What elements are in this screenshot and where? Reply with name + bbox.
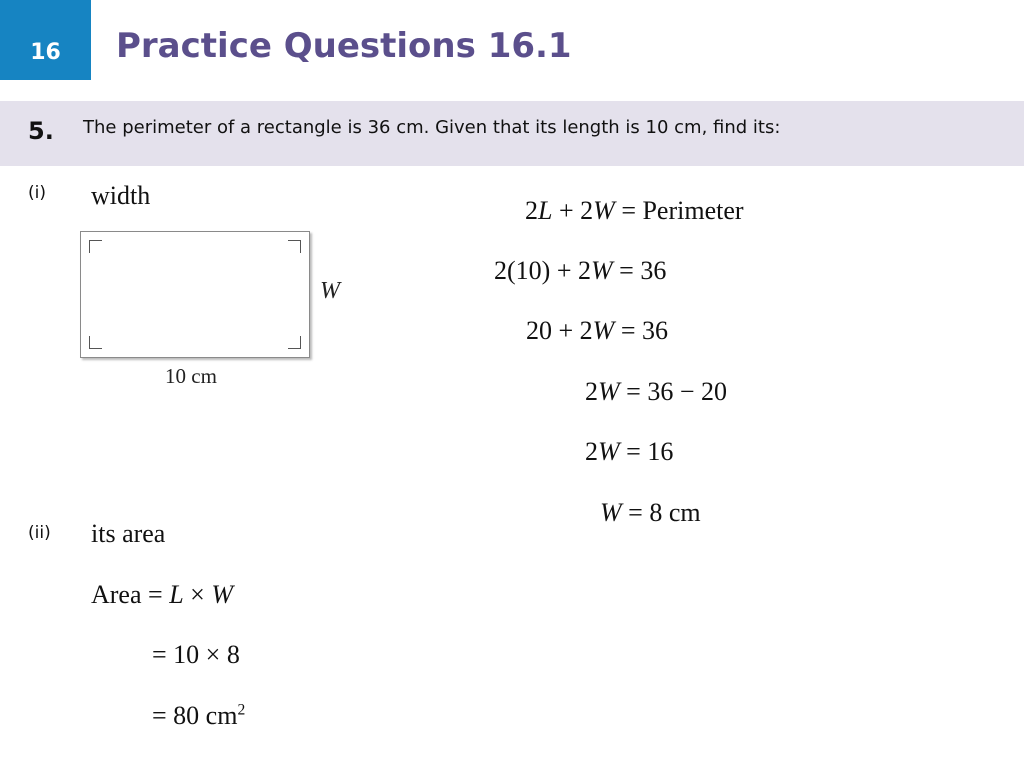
working-step-6: W = 8 cm [600, 498, 701, 527]
corner-mark [89, 336, 102, 349]
figure-width-label: W [320, 278, 340, 304]
area-step-1: Area = L × W [91, 580, 233, 609]
area-step-3: = 80 $cm^2$ [152, 701, 246, 730]
working-step-2: 2(10) + 2W = 36 [494, 256, 667, 285]
corner-mark [288, 336, 301, 349]
question-text: The perimeter of a rectangle is 36 cm. Given that its length is 10 cm, find its: [83, 117, 781, 138]
part-i-label: (i) [28, 183, 46, 203]
chapter-badge [0, 0, 91, 80]
figure-length-label: 10 cm [165, 364, 217, 388]
area-step-2: = 10 × 8 [152, 640, 240, 669]
question-band [0, 101, 1024, 166]
part-ii-label: (ii) [28, 523, 51, 543]
working-step-3: 20 + 2W = 36 [526, 316, 669, 345]
working-step-1: 2L + 2W = Perimeter [525, 196, 744, 225]
chapter-number: 16 [30, 40, 61, 65]
part-i-prompt: width [91, 181, 151, 210]
question-number: 5. [28, 117, 54, 145]
working-step-5: 2W = 16 [585, 437, 674, 466]
rectangle-figure [80, 231, 310, 358]
corner-mark [89, 240, 102, 253]
working-step-4: 2W = 36 − 20 [585, 377, 727, 406]
corner-mark [288, 240, 301, 253]
part-ii-prompt: its area [91, 519, 166, 548]
slide-title: Practice Questions 16.1 [116, 26, 572, 66]
